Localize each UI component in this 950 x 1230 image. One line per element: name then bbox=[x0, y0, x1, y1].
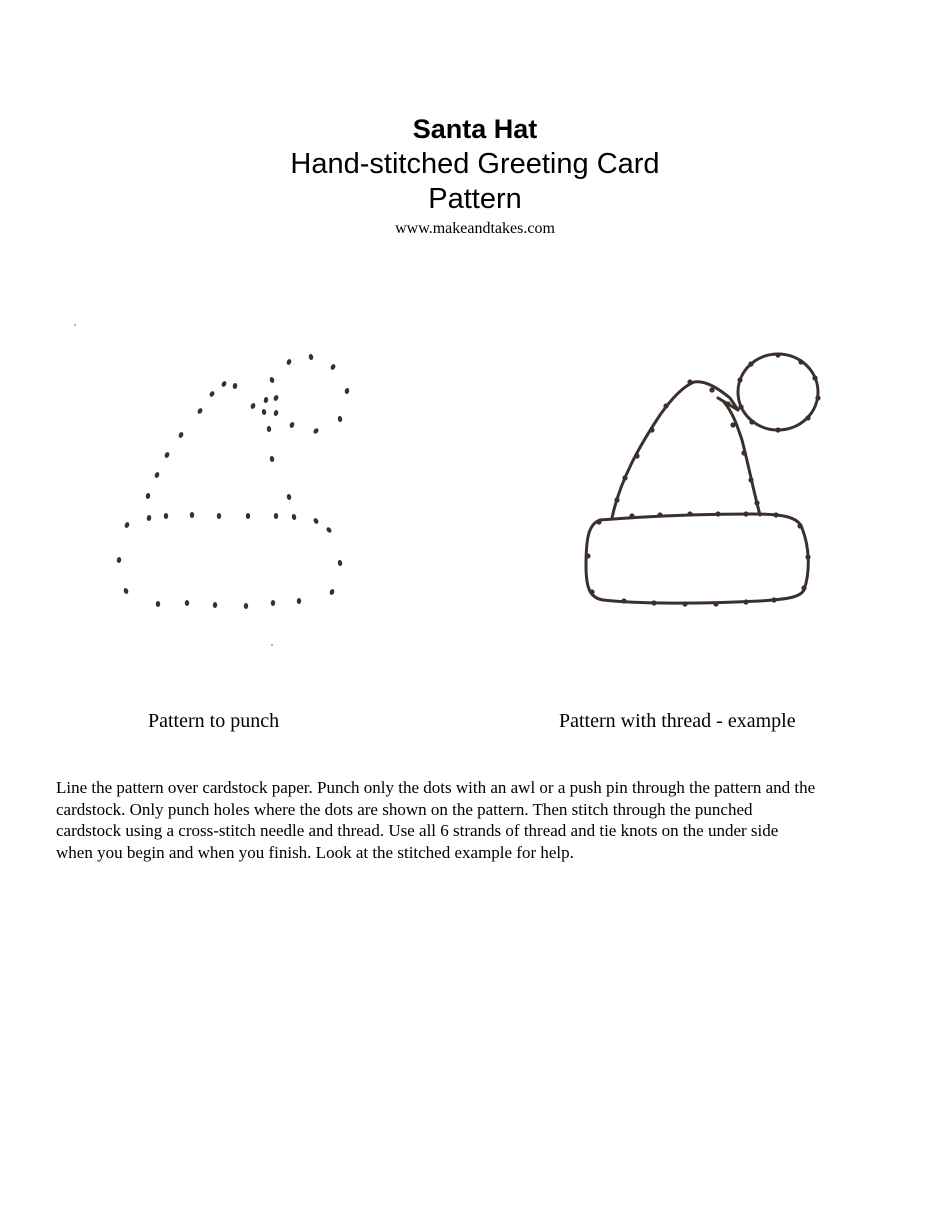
page-subtitle-pattern: Pattern bbox=[428, 183, 522, 215]
instructions-line: cardstock using a cross-stitch needle and thread. Use all 6 strands of thread and tie knots on the under side bbox=[56, 821, 779, 840]
page-subtitle: Hand-stitched Greeting Card bbox=[290, 148, 660, 180]
santa-hat-dot-pattern-icon bbox=[60, 310, 400, 670]
instructions-paragraph bbox=[56, 777, 906, 863]
instructions-line: cardstock. Only punch holes where the dots are shown on the pattern. Then stitch through the punched bbox=[56, 799, 753, 819]
instructions-line: when you begin and when you finish. Look at the stitched example for help. bbox=[56, 842, 574, 862]
instructions-line: Line the pattern over cardstock paper. Punch only the dots with an awl or a push pin through the pattern and the bbox=[56, 778, 816, 797]
santa-hat-stitched-example-icon bbox=[510, 310, 870, 670]
thread-example-caption: Pattern with thread - example bbox=[559, 710, 796, 732]
website-url: www.makeandtakes.com bbox=[395, 220, 555, 237]
page-title: Santa Hat bbox=[412, 114, 538, 144]
punch-pattern-caption: Pattern to punch bbox=[148, 710, 280, 732]
